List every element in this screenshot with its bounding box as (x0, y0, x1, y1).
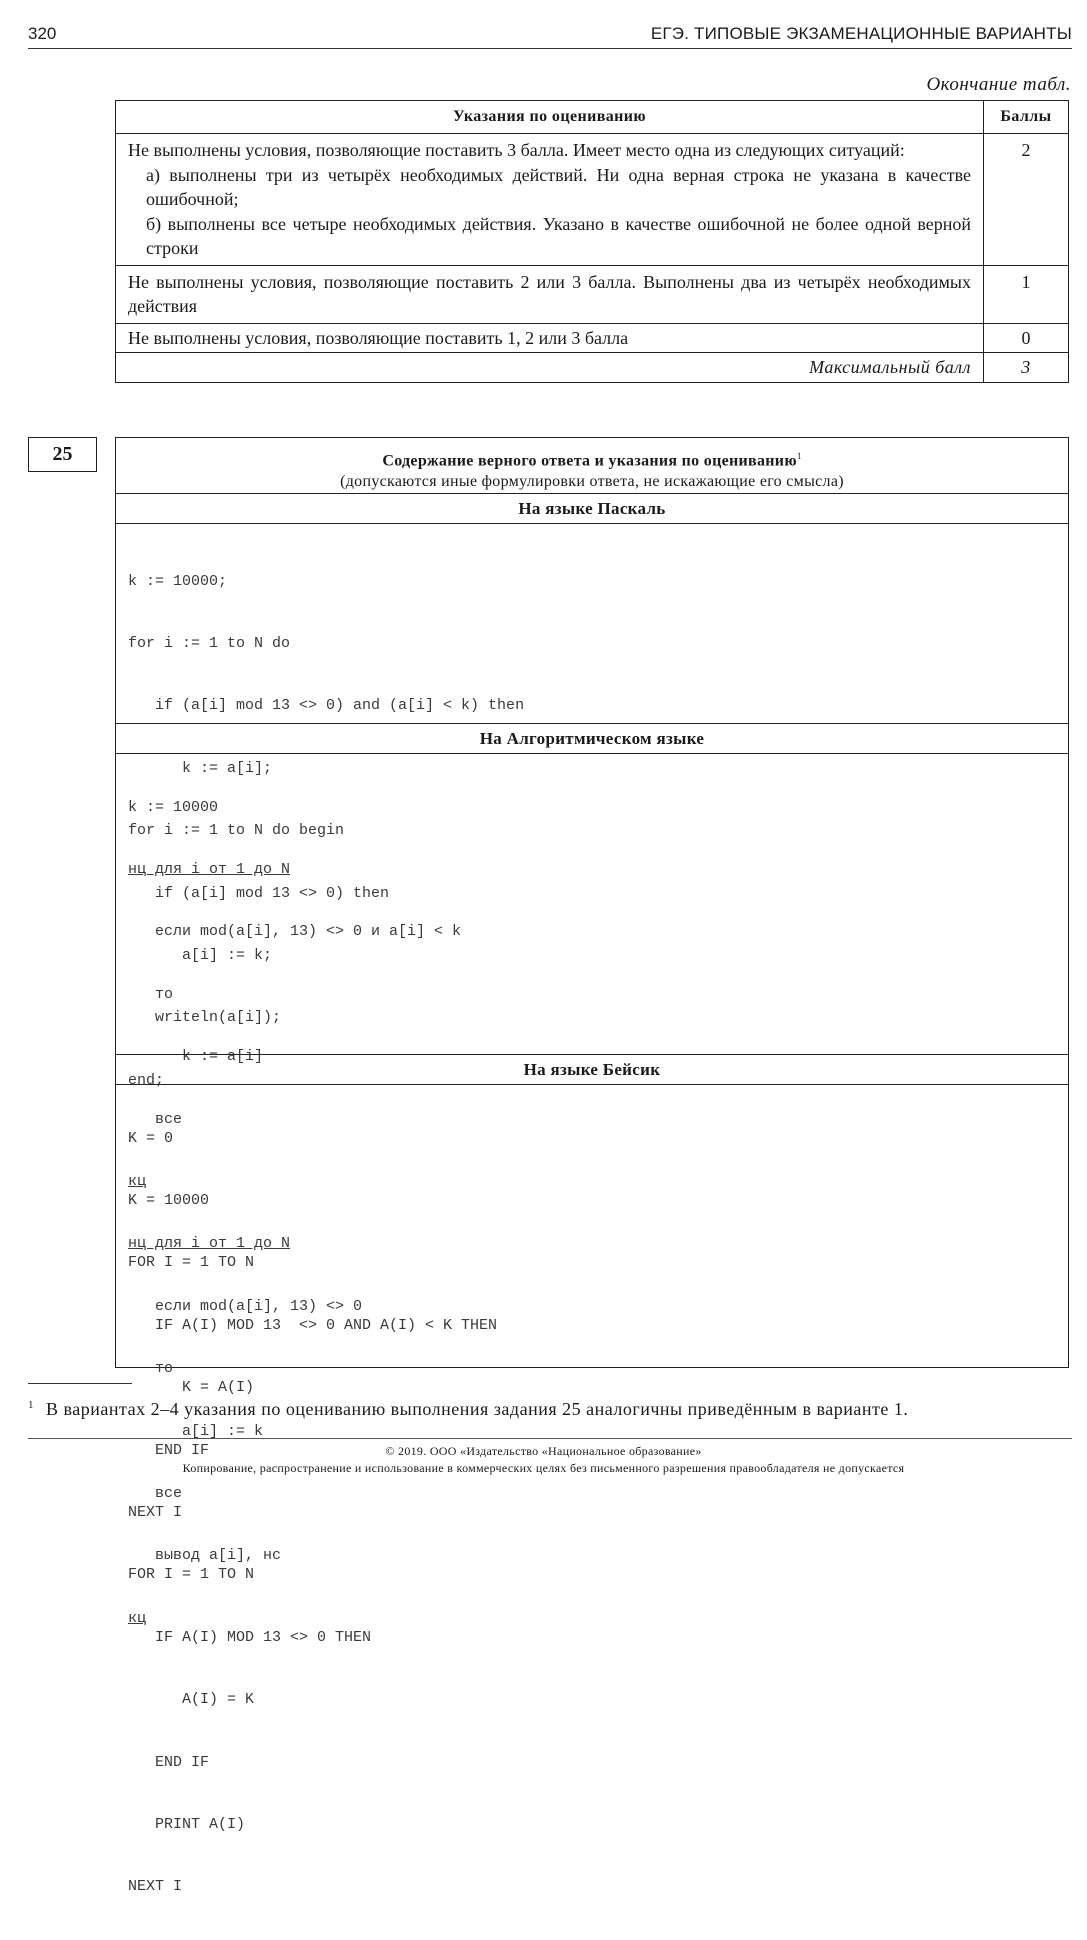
footnote-divider (28, 1383, 132, 1384)
code-line: нц для i от 1 до N (128, 860, 291, 878)
code-line: A(I) = K (128, 1691, 255, 1709)
code-line: for i := 1 to N do begin (128, 822, 345, 840)
copyright-line-1: © 2019. ООО «Издательство «Национальное образование» (385, 1444, 702, 1458)
answer-title-text: Содержание верного ответа и указания по оцениванию (382, 452, 797, 470)
page-number: 320 (28, 24, 57, 43)
criteria-text: б) выполнены все четыре необходимых действия. Указано в качестве ошибочной не более одной верной строки (146, 213, 971, 258)
footnote-ref: 1 (796, 451, 802, 461)
code-line: K = 0 (128, 1129, 174, 1147)
criteria-row (116, 323, 1069, 353)
continuation-label: Окончание табл. (926, 74, 1071, 95)
code-line: end; (128, 1071, 165, 1089)
code-line: K = 10000 (128, 1191, 210, 1209)
task-number: 25 (28, 437, 97, 472)
footnote (28, 1399, 908, 1420)
code-line: END IF (128, 1753, 210, 1771)
code-line: k := a[i] (128, 1048, 264, 1066)
code-line: for i := 1 to N do (128, 634, 291, 652)
code-line: кц (128, 1172, 147, 1190)
criteria-table (115, 100, 1069, 383)
code-line: END IF (128, 1441, 210, 1459)
criteria-points: 1 (984, 265, 1069, 323)
code-line: IF A(I) MOD 13 <> 0 AND A(I) < K THEN (128, 1316, 498, 1334)
copyright-line-2: Копирование, распространение и использование в коммерческих целях без письменного разрешения правообладателя не допускается (182, 1461, 905, 1475)
criteria-text: Не выполнены условия, позволяющие поставить 3 балла. Имеет место одна из следующих ситуаций: (128, 140, 905, 160)
code-line: если mod(a[i], 13) <> 0 и a[i] < k (128, 923, 462, 941)
criteria-points: 0 (984, 323, 1069, 353)
col-points-header: Баллы (984, 101, 1069, 134)
code-line: NEXT I (128, 1878, 183, 1896)
code-line: FOR I = 1 TO N (128, 1566, 255, 1584)
code-line: то (128, 1360, 174, 1378)
footnote-text: В вариантах 2–4 указания по оцениванию выполнения задания 25 аналогичны приведённым в варианте 1. (46, 1399, 909, 1419)
page-header (28, 22, 1072, 49)
max-score-row (116, 353, 1069, 383)
criteria-row (116, 265, 1069, 323)
max-score-value: 3 (984, 353, 1069, 383)
section-heading-algorithmic: На Алгоритмическом языке (116, 723, 1068, 754)
code-line: a[i] := k; (128, 946, 273, 964)
running-title: ЕГЭ. ТИПОВЫЕ ЭКЗАМЕНАЦИОННЫЕ ВАРИАНТЫ (650, 24, 1072, 43)
code-line: if (a[i] mod 13 <> 0) then (128, 884, 390, 902)
footer-divider (28, 1438, 1072, 1439)
code-line: NEXT I (128, 1503, 183, 1521)
criteria-text: Не выполнены условия, позволяющие поставить 2 или 3 балла. Выполнены два из четырёх необходимых действия (128, 271, 971, 316)
code-line: нц для i от 1 до N (128, 1235, 291, 1253)
criteria-points: 2 (984, 134, 1069, 266)
code-line: вывод a[i], нс (128, 1547, 282, 1565)
footnote-mark: 1 (28, 1399, 34, 1411)
code-line: a[i] := k (128, 1422, 264, 1440)
code-line: PRINT A(I) (128, 1815, 246, 1833)
section-heading-pascal: На языке Паскаль (116, 493, 1068, 524)
code-line: FOR I = 1 TO N (128, 1254, 255, 1272)
code-basic (128, 1087, 497, 1940)
code-line: k := a[i]; (128, 759, 273, 777)
answer-title (116, 438, 1068, 471)
code-line: IF A(I) MOD 13 <> 0 THEN (128, 1628, 372, 1646)
col-instructions-header: Указания по оцениванию (116, 101, 984, 134)
code-line: если mod(a[i], 13) <> 0 (128, 1297, 363, 1315)
code-line: k := 10000 (128, 798, 219, 816)
max-score-label: Максимальный балл (116, 353, 984, 383)
criteria-text: а) выполнены три из четырёх необходимых действий. Ни одна верная строка не указана в качестве ошибочной; (146, 164, 971, 209)
section-heading-basic: На языке Бейсик (116, 1054, 1068, 1085)
code-line: k := 10000; (128, 572, 228, 590)
code-line: if (a[i] mod 13 <> 0) and (a[i] < k) then (128, 697, 525, 715)
code-line: K = A(I) (128, 1379, 255, 1397)
criteria-row (116, 134, 1069, 266)
code-line: все (128, 1484, 183, 1502)
code-line: кц (128, 1609, 147, 1627)
code-line: то (128, 985, 174, 1003)
criteria-text: Не выполнены условия, позволяющие поставить 1, 2 или 3 балла (128, 327, 629, 348)
code-line: writeln(a[i]); (128, 1009, 282, 1027)
answer-subtitle: (допускаются иные формулировки ответа, не искажающие его смысла) (340, 473, 844, 491)
code-line: все (128, 1110, 183, 1128)
